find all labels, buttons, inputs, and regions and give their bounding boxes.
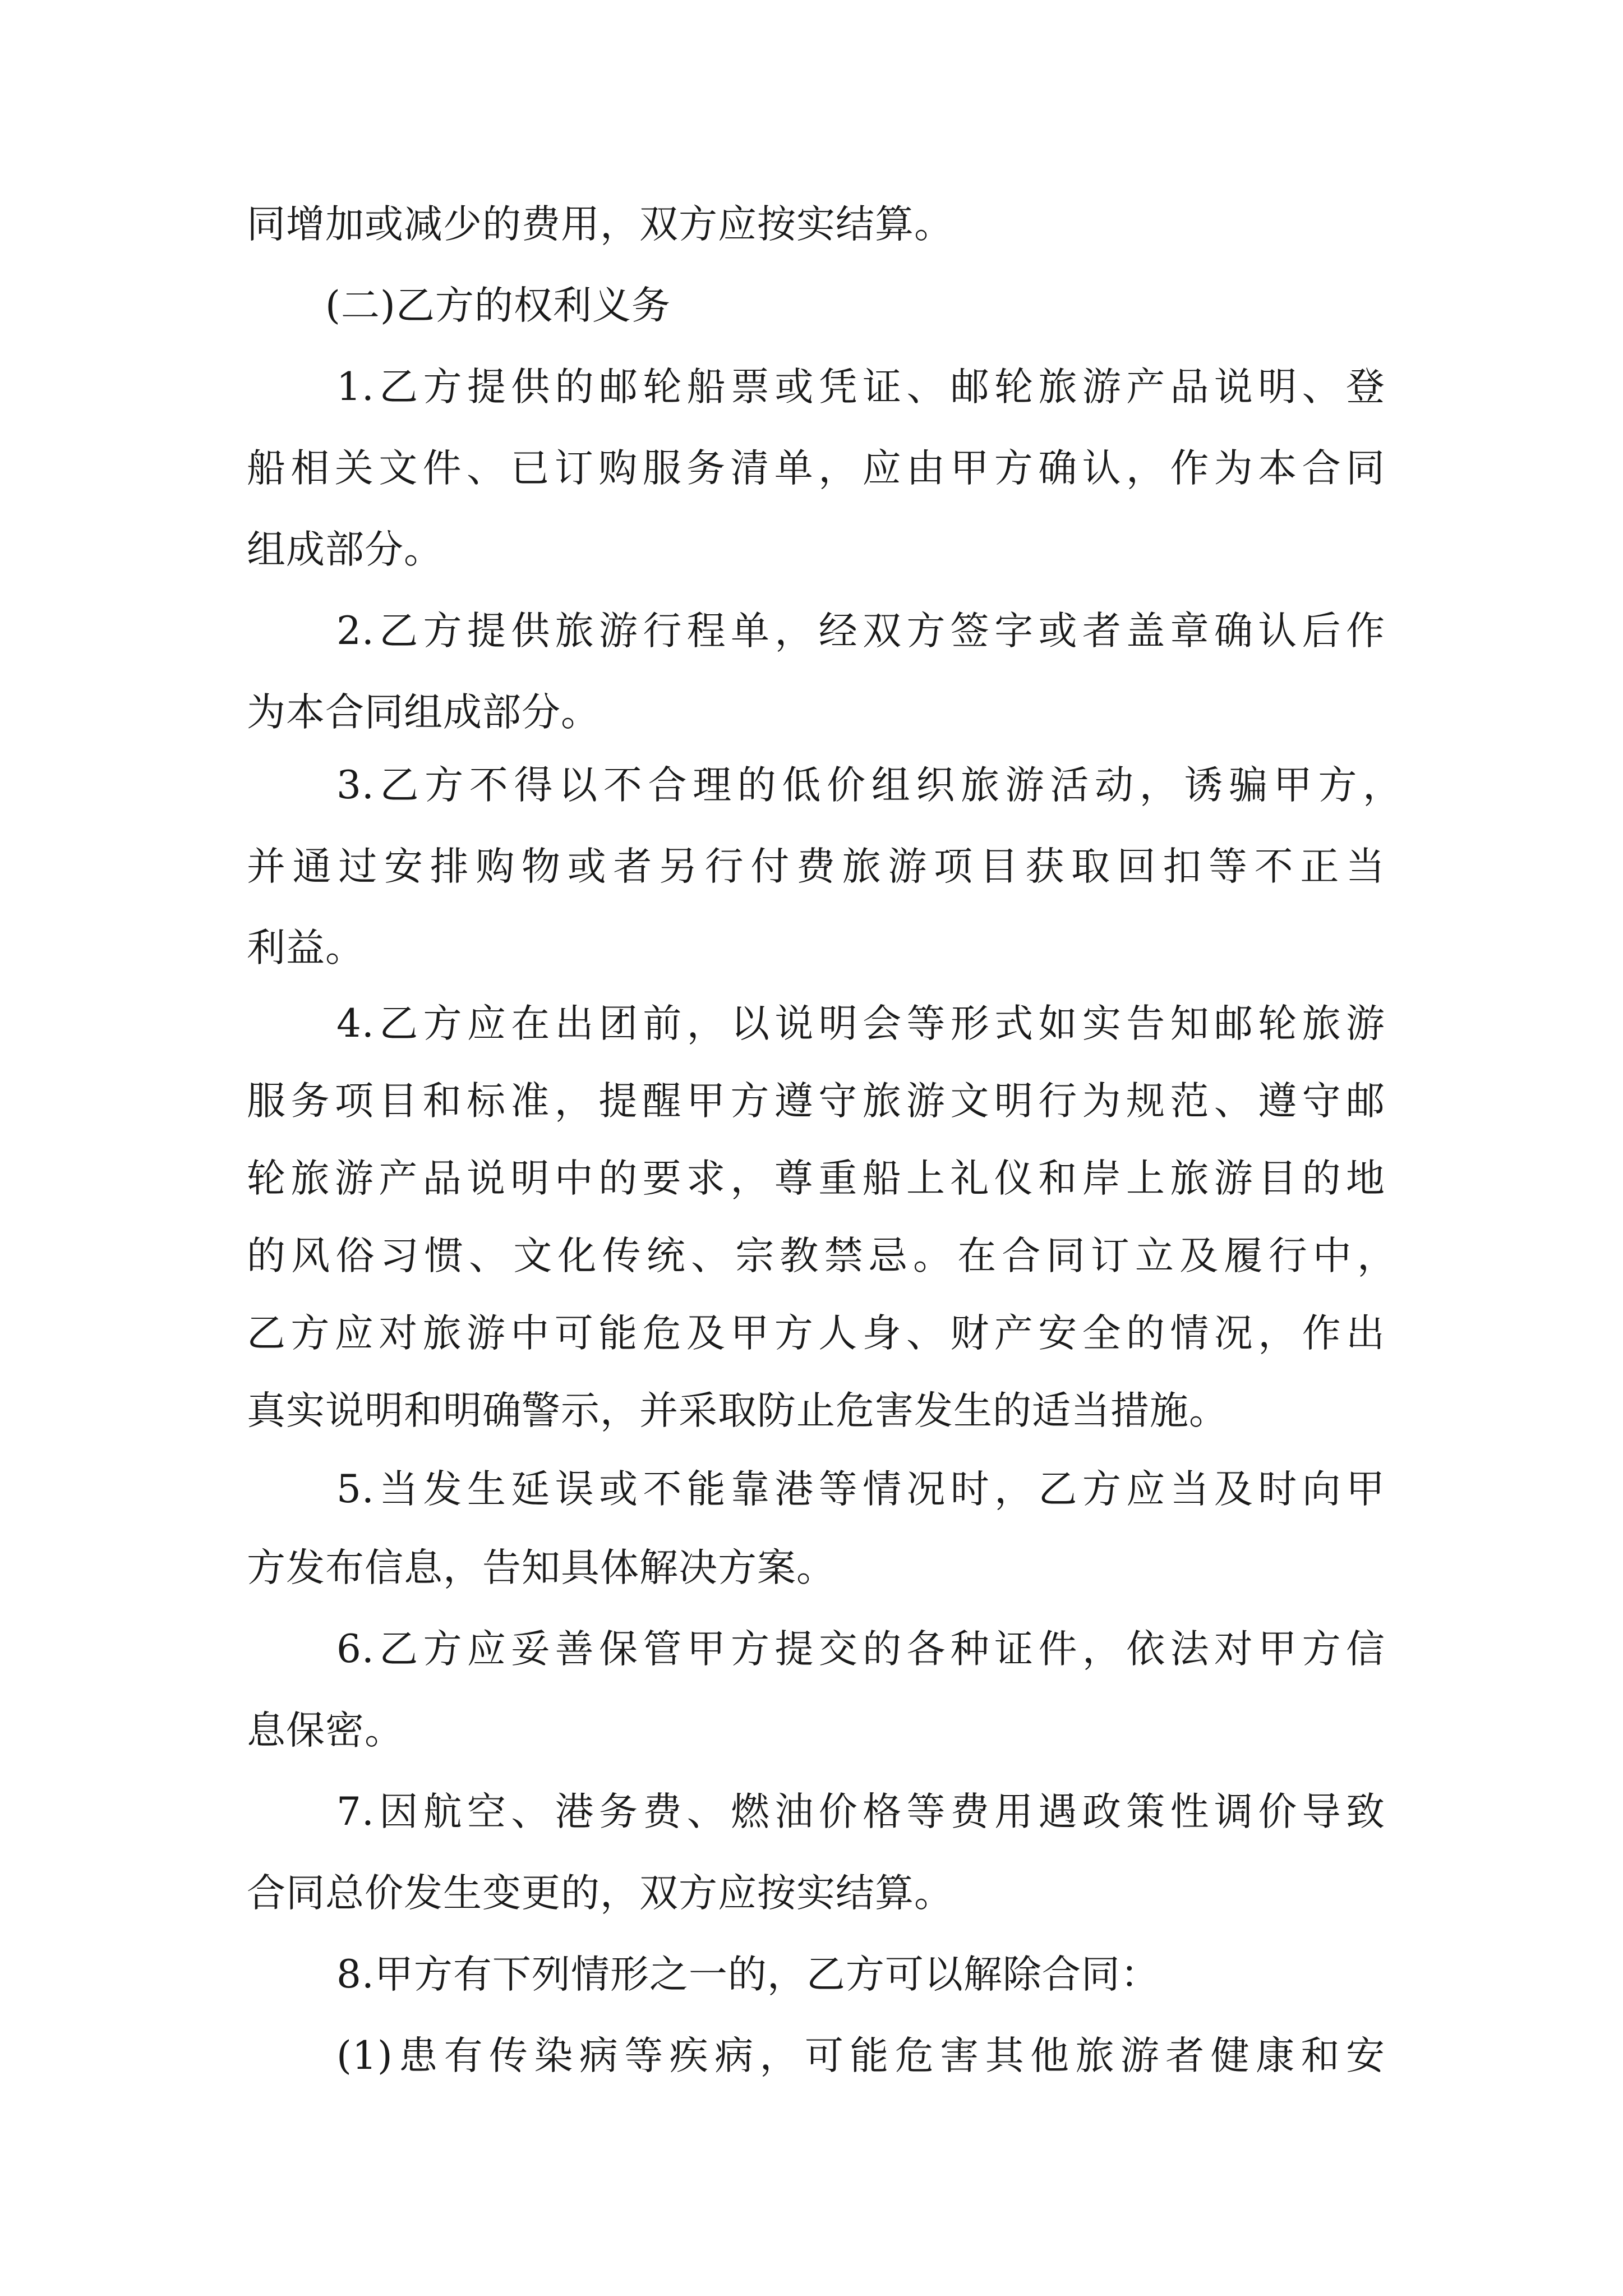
text-line: 息保密。 [247, 1708, 404, 1753]
text-line: 4.乙方应在出团前，以说明会等形式如实告知邮轮旅游 [336, 1001, 1385, 1046]
text-line: 3.乙方不得以不合理的低价组织旅游活动，诱骗甲方， [336, 763, 1402, 808]
text-line: 6.乙方应妥善保管甲方提交的各种证件，依法对甲方信 [336, 1627, 1385, 1672]
text-line: 的风俗习惯、文化传统、宗教禁忌。在合同订立及履行中， [247, 1234, 1396, 1278]
text-line: 轮旅游产品说明中的要求，尊重船上礼仪和岸上旅游目的地 [247, 1156, 1385, 1201]
text-line: 并通过安排购物或者另行付费旅游项目获取回扣等不正当 [247, 844, 1385, 889]
text-line: 组成部分。 [247, 527, 443, 572]
text-line: 同增加或减少的费用，双方应按实结算。 [247, 202, 953, 247]
text-line: 8.甲方有下列情形之一的，乙方可以解除合同： [336, 1952, 1160, 1997]
text-line: 真实说明和明确警示，并采取防止危害发生的适当措施。 [247, 1388, 1228, 1433]
text-line: 服务项目和标准，提醒甲方遵守旅游文明行为规范、遵守邮 [247, 1079, 1385, 1124]
text-line: 合同总价发生变更的，双方应按实结算。 [247, 1871, 953, 1916]
text-line: 5.当发生延误或不能靠港等情况时，乙方应当及时向甲 [336, 1467, 1385, 1512]
text-line: 为本合同组成部分。 [247, 690, 600, 735]
section-heading: (二)乙方的权利义务 [325, 283, 671, 328]
text-line: 船相关文件、已订购服务清单，应由甲方确认，作为本合同 [247, 446, 1385, 491]
text-line: 2.乙方提供旅游行程单，经双方签字或者盖章确认后作 [336, 609, 1385, 654]
text-line: 方发布信息，告知具体解决方案。 [247, 1545, 836, 1590]
text-line: (1)患有传染病等疾病，可能危害其他旅游者健康和安 [336, 2033, 1385, 2078]
text-line: 7.因航空、港务费、燃油价格等费用遇政策性调价导致 [336, 1789, 1385, 1834]
text-line: 乙方应对旅游中可能危及甲方人身、财产安全的情况，作出 [247, 1311, 1385, 1356]
text-line: 利益。 [247, 926, 365, 970]
text-line: 1.乙方提供的邮轮船票或凭证、邮轮旅游产品说明、登 [336, 365, 1385, 409]
